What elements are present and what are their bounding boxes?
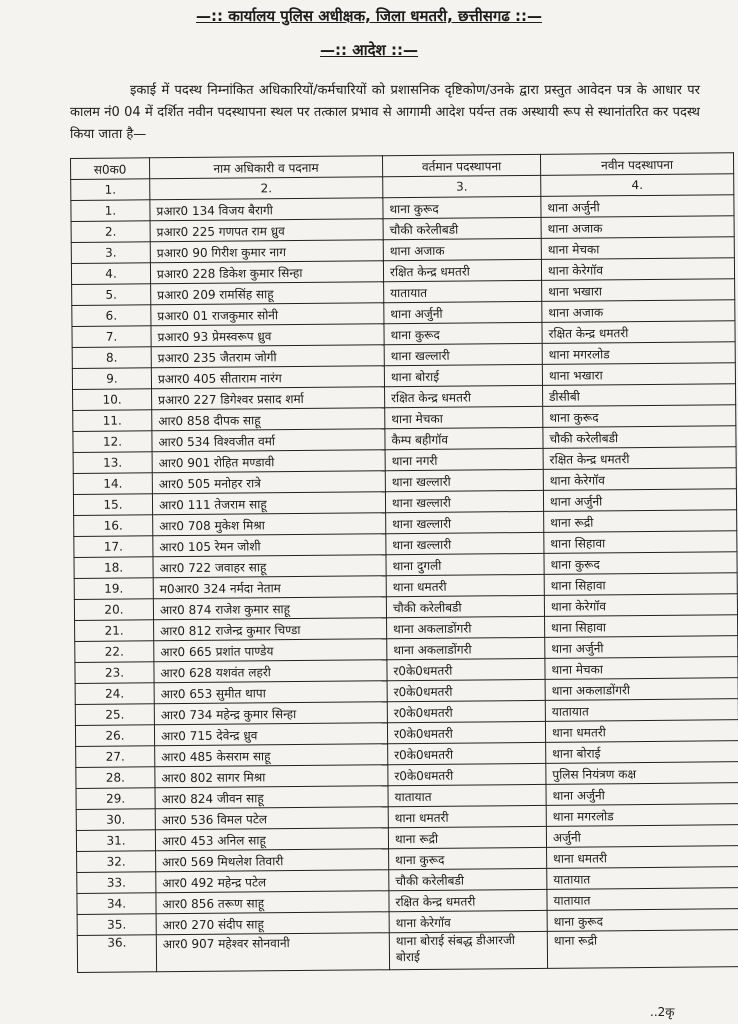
- cell-new-posting: थाना अकलाडोंगरी: [545, 678, 738, 701]
- cell-serial: 36.: [77, 935, 156, 973]
- cell-serial: 6.: [72, 305, 151, 327]
- office-header-text: —:: कार्यालय पुलिस अधीक्षक, जिला धमतरी, छत्तीसगढ ::—: [196, 7, 542, 25]
- transfer-table: [70, 152, 738, 973]
- cell-serial: 33.: [77, 872, 156, 894]
- cell-new-posting: थाना कुरूद: [547, 909, 738, 932]
- cell-current-posting: र0के0धमतरी: [387, 700, 545, 722]
- order-title-text: —:: आदेश ::—: [320, 41, 418, 59]
- cell-serial: 5.: [72, 284, 151, 306]
- cell-current-posting: थाना खल्लारी: [384, 343, 542, 365]
- cell-serial: 26.: [75, 725, 154, 747]
- cell-current-posting: थाना बोराई संबद्ध डीआरजी बोराई: [389, 931, 547, 969]
- cell-new-posting: यातायात: [547, 867, 738, 890]
- cell-new-posting: थाना मगरलोड: [546, 804, 738, 827]
- cell-current-posting: थाना अकलाडोंगरी: [387, 637, 545, 659]
- cell-name: आर0 858 दीपक साहू: [152, 408, 385, 431]
- cell-serial: 8.: [72, 347, 151, 369]
- cell-new-posting: थाना केरेगॉव: [541, 258, 734, 281]
- cell-current-posting: थाना मेचका: [385, 406, 543, 428]
- cell-new-posting: चौकी करेलीबडी: [543, 426, 736, 449]
- cell-current-posting: थाना धमतरी: [388, 805, 546, 827]
- cell-name: आर0 907 महेश्वर सोनवानी: [156, 933, 389, 972]
- header-name: नाम अधिकारी व पदनाम: [150, 156, 383, 179]
- colnum-4: 4.: [541, 174, 734, 197]
- cell-new-posting: थाना रूद्री: [547, 930, 738, 969]
- cell-current-posting: थाना खल्लारी: [385, 469, 543, 491]
- cell-new-posting: थाना अर्जुनी: [543, 489, 736, 512]
- cell-new-posting: थाना बोराई: [546, 741, 738, 764]
- cell-current-posting: यातायात: [384, 280, 542, 302]
- cell-new-posting: थाना कुरूद: [544, 552, 737, 575]
- cell-new-posting: थाना मेचका: [541, 237, 734, 260]
- cell-serial: 35.: [77, 914, 156, 936]
- cell-new-posting: थाना अर्जुनी: [541, 195, 734, 218]
- cell-serial: 27.: [76, 746, 155, 768]
- cell-serial: 3.: [71, 242, 150, 264]
- cell-serial: 22.: [75, 641, 154, 663]
- table-body: [71, 195, 738, 973]
- cell-new-posting: थाना केरेगॉव: [544, 594, 737, 617]
- colnum-3: 3.: [383, 175, 541, 197]
- cell-current-posting: थाना कुरूद: [383, 196, 541, 218]
- cell-current-posting: र0के0धमतरी: [387, 658, 545, 680]
- cell-new-posting: थाना केरेगॉव: [543, 468, 736, 491]
- cell-new-posting: थाना कुरूद: [543, 405, 736, 428]
- header-serial: स0क0: [71, 158, 150, 180]
- cell-current-posting: थाना अकलाडोंगरी: [387, 616, 545, 638]
- cell-serial: 31.: [76, 830, 155, 852]
- cell-new-posting: थाना अर्जुनी: [546, 783, 738, 806]
- cell-serial: 34.: [77, 893, 156, 915]
- cell-name: प्रआर0 209 रामसिंह साहू: [151, 282, 384, 305]
- cell-new-posting: यातायात: [547, 888, 738, 911]
- cell-current-posting: थाना बोराई: [384, 364, 542, 386]
- cell-name: आर0 653 सुमीत थापा: [154, 681, 387, 704]
- cell-name: आर0 536 विमल पटेल: [155, 807, 388, 830]
- cell-current-posting: थाना रूद्री: [388, 826, 546, 848]
- cell-new-posting: डीसीबी: [543, 384, 736, 407]
- cell-current-posting: थाना अर्जुनी: [384, 301, 542, 323]
- cell-current-posting: थाना धमतरी: [386, 574, 544, 596]
- cell-new-posting: अर्जुनी: [546, 825, 738, 848]
- cell-name: आर0 105 रेमन जोशी: [153, 534, 386, 557]
- cell-serial: 16.: [74, 515, 153, 537]
- cell-serial: 25.: [75, 704, 154, 726]
- cell-name: प्रआर0 235 जैतराम जोगी: [151, 345, 384, 368]
- office-header: [0, 6, 738, 26]
- header-current-posting: वर्तमान पदस्थापना: [382, 154, 540, 176]
- cell-new-posting: थाना धमतरी: [545, 720, 738, 743]
- cell-name: प्रआर0 134 विजय बैरागी: [150, 198, 383, 221]
- cell-name: आर0 628 यशवंत लहरी: [154, 660, 387, 683]
- cell-current-posting: थाना खल्लारी: [385, 490, 543, 512]
- cell-name: आर0 802 सागर मिश्रा: [155, 765, 388, 788]
- cell-name: आर0 270 संदीप साहू: [156, 912, 389, 935]
- cell-serial: 20.: [74, 599, 153, 621]
- cell-serial: 11.: [73, 410, 152, 432]
- cell-name: प्रआर0 405 सीताराम नारंग: [151, 366, 384, 389]
- cell-name: आर0 505 मनोहर रात्रे: [152, 471, 385, 494]
- cell-current-posting: र0के0धमतरी: [388, 763, 546, 785]
- cell-name: आर0 812 राजेन्द्र कुमार चिण्डा: [154, 618, 387, 641]
- cell-new-posting: रक्षित केन्द्र धमतरी: [542, 321, 735, 344]
- cell-name: आर0 453 अनिल साहू: [155, 828, 388, 851]
- cell-current-posting: र0के0धमतरी: [388, 742, 546, 764]
- cell-new-posting: थाना रूद्री: [544, 510, 737, 533]
- cell-current-posting: थाना खल्लारी: [386, 511, 544, 533]
- cell-name: प्रआर0 90 गिरीश कुमार नाग: [150, 240, 383, 263]
- cell-serial: 4.: [71, 263, 150, 285]
- cell-serial: 21.: [75, 620, 154, 642]
- cell-serial: 7.: [72, 326, 151, 348]
- cell-serial: 9.: [72, 368, 151, 390]
- cell-serial: 24.: [75, 683, 154, 705]
- cell-name: आर0 111 तेजराम साहू: [152, 492, 385, 515]
- cell-current-posting: र0के0धमतरी: [387, 679, 545, 701]
- colnum-1: 1.: [71, 179, 150, 201]
- cell-new-posting: रक्षित केन्द्र धमतरी: [543, 447, 736, 470]
- cell-current-posting: थाना केरेगॉव: [389, 910, 547, 932]
- cell-new-posting: थाना अजाक: [542, 300, 735, 323]
- cell-name: आर0 534 विश्वजीत वर्मा: [152, 429, 385, 452]
- table-row: [77, 930, 738, 973]
- cell-new-posting: थाना भखारा: [542, 363, 735, 386]
- cell-current-posting: चौकी करेलीबडी: [383, 217, 541, 239]
- cell-new-posting: थाना सिहावा: [544, 573, 737, 596]
- cell-name: प्रआर0 225 गणपत राम ध्रुव: [150, 219, 383, 242]
- cell-new-posting: थाना धमतरी: [547, 846, 738, 869]
- cell-serial: 29.: [76, 788, 155, 810]
- cell-name: आर0 708 मुकेश मिश्रा: [153, 513, 386, 536]
- cell-current-posting: रक्षित केन्द्र धमतरी: [385, 385, 543, 407]
- cell-serial: 14.: [73, 473, 152, 495]
- order-title: [0, 40, 738, 60]
- cell-serial: 13.: [73, 452, 152, 474]
- cell-new-posting: थाना अजाक: [541, 216, 734, 239]
- cell-name: आर0 715 देवेन्द्र ध्रुव: [154, 723, 387, 746]
- cell-current-posting: कैम्प बहीगॉव: [385, 427, 543, 449]
- cell-new-posting: थाना भखारा: [542, 279, 735, 302]
- cell-name: आर0 856 तरूण साहू: [156, 891, 389, 914]
- cell-serial: 23.: [75, 662, 154, 684]
- order-paragraph: इकाई में पदस्थ निम्नांकित अधिकारियों/कर्मचारियों को प्रशासनिक दृष्टिकोण/उनके द्वारा प्रस्तुत आवेदन पत्र के आधार पर कालम नं0 04 में दर्शित नवीन पदस्थापना स्थल पर तत्काल प्रभाव से आगामी आदेश पर्यन्त तक अस्थायी रूप से स्थानांतरित कर पदस्थ किया जाता है—: [70, 83, 700, 142]
- cell-name: आर0 492 महेन्द्र पटेल: [156, 870, 389, 893]
- cell-current-posting: थाना दुगली: [386, 553, 544, 575]
- cell-current-posting: थाना कुरूद: [384, 322, 542, 344]
- cell-name: म0आर0 324 नर्मदा नेताम: [153, 576, 386, 599]
- cell-new-posting: थाना मेचका: [545, 657, 738, 680]
- cell-serial: 2.: [71, 221, 150, 243]
- cell-current-posting: चौकी करेलीबडी: [389, 868, 547, 890]
- cell-name: आर0 734 महेन्द्र कुमार सिन्हा: [154, 702, 387, 725]
- cell-serial: 18.: [74, 557, 153, 579]
- cell-serial: 10.: [73, 389, 152, 411]
- cell-current-posting: र0के0धमतरी: [387, 721, 545, 743]
- cell-current-posting: यातायात: [388, 784, 546, 806]
- cell-name: आर0 485 केसराम साहू: [155, 744, 388, 767]
- cell-serial: 1.: [71, 200, 150, 222]
- cell-name: आर0 874 राजेश कुमार साहू: [153, 597, 386, 620]
- cell-current-posting: रक्षित केन्द्र धमतरी: [383, 259, 541, 281]
- page-continuation: ..2कृ: [650, 1005, 675, 1019]
- cell-new-posting: थाना मगरलोड: [542, 342, 735, 365]
- cell-current-posting: थाना खल्लारी: [386, 532, 544, 554]
- cell-name: आर0 722 जवाहर साहू: [153, 555, 386, 578]
- cell-serial: 17.: [74, 536, 153, 558]
- cell-name: आर0 901 रोहित मण्डावी: [152, 450, 385, 473]
- cell-serial: 28.: [76, 767, 155, 789]
- cell-serial: 32.: [77, 851, 156, 873]
- cell-name: प्रआर0 01 राजकुमार सोनी: [151, 303, 384, 326]
- cell-name: आर0 569 मिथलेश तिवारी: [156, 849, 389, 872]
- cell-name: आर0 824 जीवन साहू: [155, 786, 388, 809]
- cell-serial: 19.: [74, 578, 153, 600]
- cell-name: प्रआर0 227 डिगेश्वर प्रसाद शर्मा: [152, 387, 385, 410]
- cell-current-posting: रक्षित केन्द्र धमतरी: [389, 889, 547, 911]
- cell-name: आर0 665 प्रशांत पाण्डेय: [154, 639, 387, 662]
- cell-serial: 12.: [73, 431, 152, 453]
- cell-new-posting: थाना सिहावा: [545, 615, 738, 638]
- cell-new-posting: यातायात: [545, 699, 738, 722]
- cell-current-posting: चौकी करेलीबडी: [386, 595, 544, 617]
- cell-new-posting: पुलिस नियंत्रण कक्ष: [546, 762, 738, 785]
- cell-name: प्रआर0 93 प्रेमस्वरूप ध्रुव: [151, 324, 384, 347]
- cell-new-posting: थाना सिहावा: [544, 531, 737, 554]
- cell-serial: 30.: [76, 809, 155, 831]
- header-new-posting: नवीन पदस्थापना: [540, 153, 733, 176]
- cell-name: प्रआर0 228 डिकेश कुमार सिन्हा: [150, 261, 383, 284]
- cell-new-posting: थाना अर्जुनी: [545, 636, 738, 659]
- cell-current-posting: थाना अजाक: [383, 238, 541, 260]
- cell-current-posting: थाना नगरी: [385, 448, 543, 470]
- cell-serial: 15.: [73, 494, 152, 516]
- cell-current-posting: थाना कुरूद: [389, 847, 547, 869]
- colnum-2: 2.: [150, 177, 383, 200]
